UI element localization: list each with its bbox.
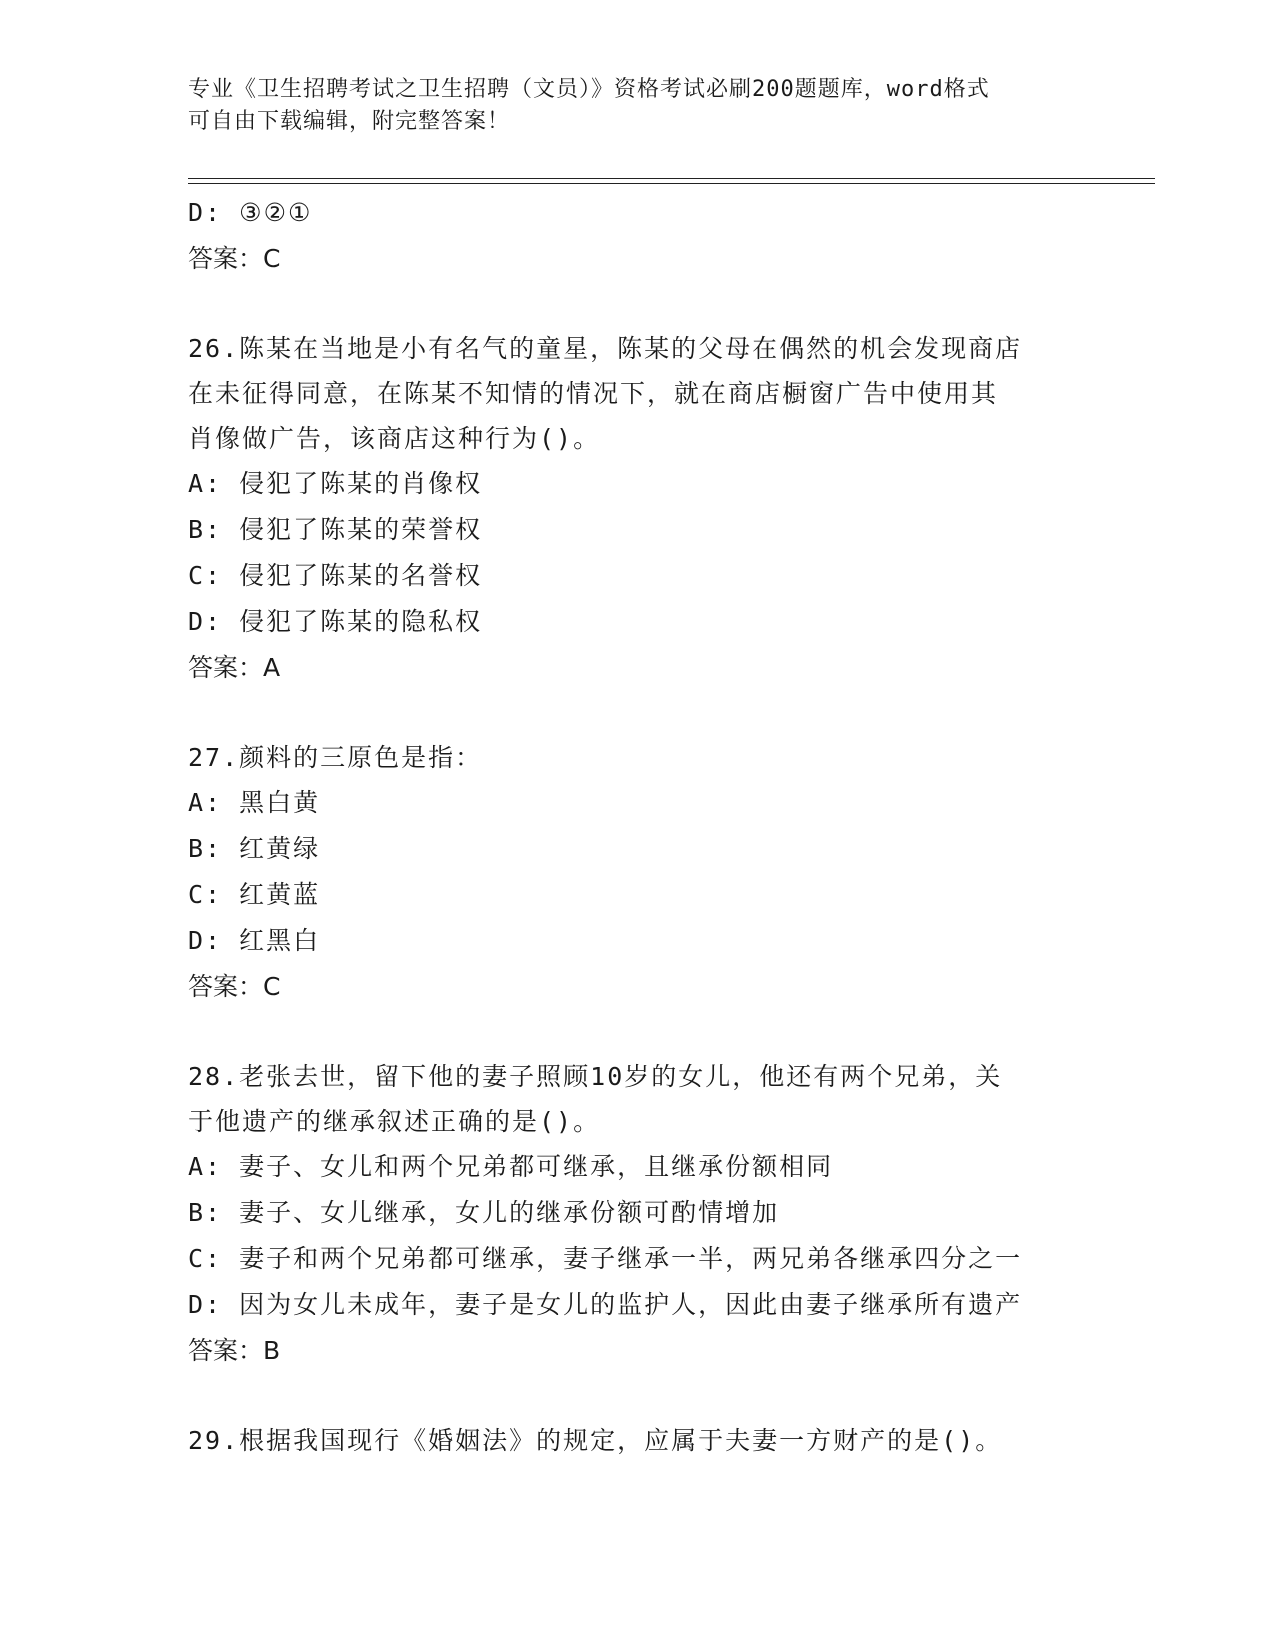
question-stem-line: 26.陈某在当地是小有名气的童星，陈某的父母在偶然的机会发现商店 — [188, 334, 1023, 363]
option-b: B: 妻子、女儿继承，女儿的继承份额可酌情增加 — [188, 1198, 780, 1227]
option-d: D: ③②① — [188, 198, 313, 227]
option-c: C: 红黄蓝 — [188, 880, 321, 909]
option-b: B: 侵犯了陈某的荣誉权 — [188, 515, 483, 544]
option-d: D: 红黑白 — [188, 926, 321, 955]
document-body — [188, 190, 1088, 1463]
question-stem-line: 29.根据我国现行《婚姻法》的规定，应属于夫妻一方财产的是()。 — [188, 1426, 1003, 1455]
question-29 — [188, 1418, 1088, 1463]
question-27 — [188, 735, 1088, 1010]
question-stem — [188, 326, 1088, 461]
header-rule-bottom — [188, 183, 1155, 184]
option-c: C: 妻子和两个兄弟都可继承，妻子继承一半，两兄弟各继承四分之一 — [188, 1244, 1023, 1273]
option-d: D: 侵犯了陈某的隐私权 — [188, 607, 483, 636]
question-stem — [188, 1418, 1088, 1463]
spacer — [188, 691, 1088, 735]
question-stem — [188, 735, 1088, 780]
question-26 — [188, 326, 1088, 691]
option-c: C: 侵犯了陈某的名誉权 — [188, 561, 483, 590]
question-stem-line: 在未征得同意，在陈某不知情的情况下，就在商店橱窗广告中使用其 — [188, 379, 999, 408]
question-stem-line: 28.老张去世，留下他的妻子照顾10岁的女儿，他还有两个兄弟，关 — [188, 1062, 1003, 1091]
question-stem-line: 肖像做广告，该商店这种行为()。 — [188, 424, 601, 453]
option-d: D: 因为女儿未成年，妻子是女儿的监护人，因此由妻子继承所有遗产 — [188, 1290, 1023, 1319]
spacer — [188, 282, 1088, 326]
answer-line: 答案：C — [188, 244, 281, 273]
header-line-2: 可自由下载编辑，附完整答案！ — [188, 109, 511, 134]
question-28 — [188, 1054, 1088, 1374]
spacer — [188, 1374, 1088, 1418]
question-stem-line: 于他遗产的继承叙述正确的是()。 — [188, 1107, 601, 1136]
spacer — [188, 1010, 1088, 1054]
header-rule-top — [188, 178, 1155, 179]
option-a: A: 侵犯了陈某的肖像权 — [188, 469, 483, 498]
option-a: A: 黑白黄 — [188, 788, 321, 817]
option-a: A: 妻子、女儿和两个兄弟都可继承，且继承份额相同 — [188, 1152, 834, 1181]
header-line-1: 专业《卫生招聘考试之卫生招聘（文员）》资格考试必刷200题题库，word格式 — [188, 77, 990, 102]
option-b: B: 红黄绿 — [188, 834, 321, 863]
document-header — [188, 74, 1088, 138]
answer-line: 答案：B — [188, 1336, 281, 1365]
question-stem — [188, 1054, 1088, 1144]
answer-line: 答案：C — [188, 972, 281, 1001]
answer-line: 答案：A — [188, 653, 281, 682]
question-stem-line: 27.颜料的三原色是指： — [188, 743, 483, 772]
